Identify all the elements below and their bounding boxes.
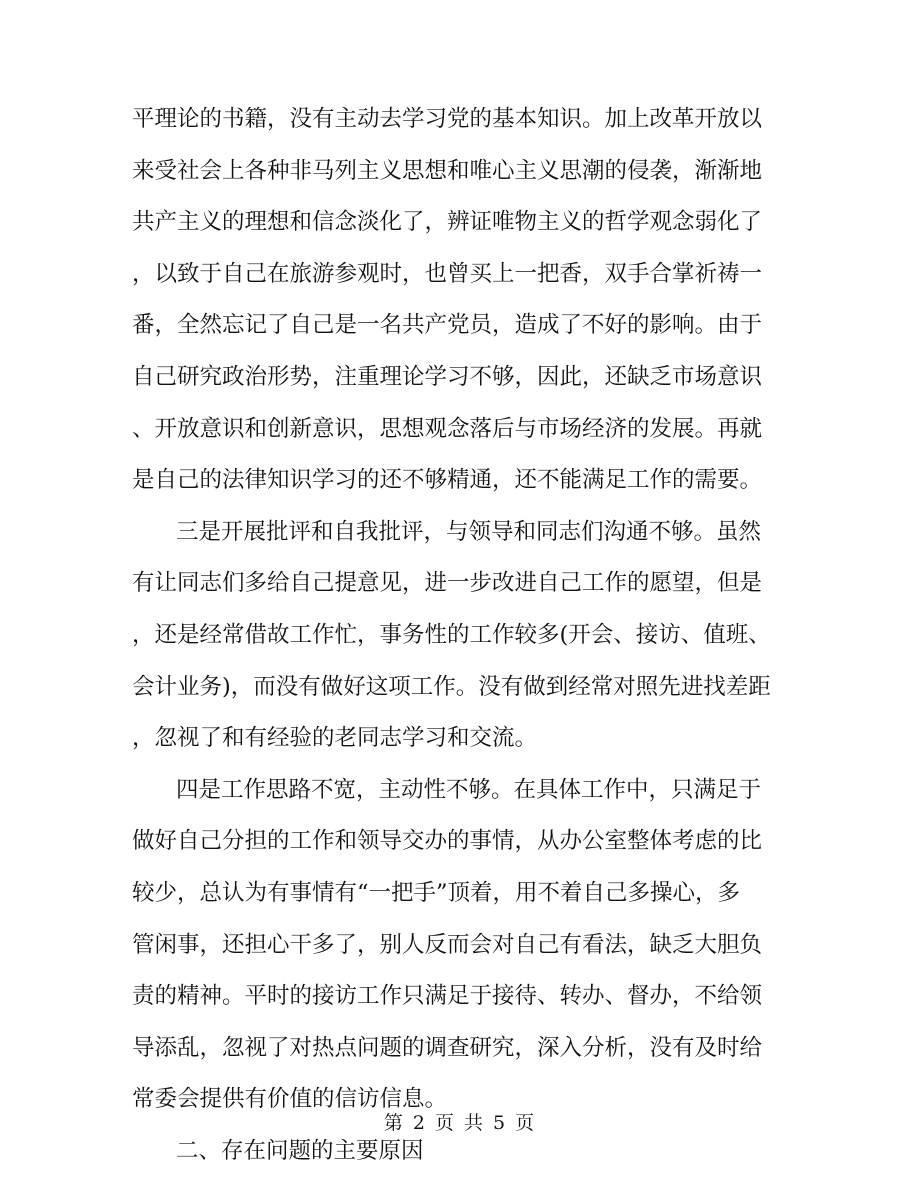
page-footer: 第 2 页 共 5 页 [383,1112,537,1134]
text-line: 自己研究政治形势，注重理论学习不够，因此，还缺乏市场意识 [132,363,763,390]
text-line: 责的精神。平时的接访工作只满足于接待、转办、督办，不给领 [132,983,763,1010]
text-line: 较少，总认为有事情有“一把手”顶着，用不着自己多操心，多 [132,879,741,906]
text-line: ，忽视了和有经验的老同志学习和交流。 [132,725,538,752]
text-line: ，还是经常借故工作忙，事务性的工作较多(开会、接访、值班、 [132,621,771,648]
text-line: 常委会提供有价值的信访信息。 [132,1086,448,1113]
text-line: 是自己的法律知识学习的还不够精通，还不能满足工作的需要。 [132,467,763,494]
text-line: 有让同志们多给自己提意见，进一步改进自己工作的愿望，但是 [132,570,763,597]
text-line: ，以致于自己在旅游参观时，也曾买上一把香，双手合掌祈祷一 [132,260,763,287]
text-line: 做好自己分担的工作和领导交办的事情，从办公室整体考虑的比 [132,828,763,855]
paragraph-first-line: 三是开展批评和自我批评，与领导和同志们沟通不够。虽然 [176,518,762,545]
text-line: 番，全然忘记了自己是一名共产党员，造成了不好的影响。由于 [132,312,763,339]
text-line: 、开放意识和创新意识，思想观念落后与市场经济的发展。再就 [132,415,763,442]
text-line: 管闲事，还担心干多了，别人反而会对自己有看法，缺乏大胆负 [132,931,763,958]
paragraph-first-line: 四是工作思路不宽，主动性不够。在具体工作中，只满足于 [176,776,762,803]
text-line: 导添乱，忽视了对热点问题的调查研究，深入分析，没有及时给 [132,1034,763,1061]
text-line: 来受社会上各种非马列主义思想和唯心主义思潮的侵袭，渐渐地 [132,157,763,184]
paragraph-first-line: 二、存在问题的主要原因 [176,1137,424,1164]
text-line: 会计业务)，而没有做好这项工作。没有做到经常对照先进找差距 [132,673,771,700]
text-line: 共产主义的理想和信念淡化了，辨证唯物主义的哲学观念弱化了 [132,209,763,236]
text-line: 平理论的书籍，没有主动去学习党的基本知识。加上改革开放以 [132,106,763,132]
document-body [132,94,782,1177]
